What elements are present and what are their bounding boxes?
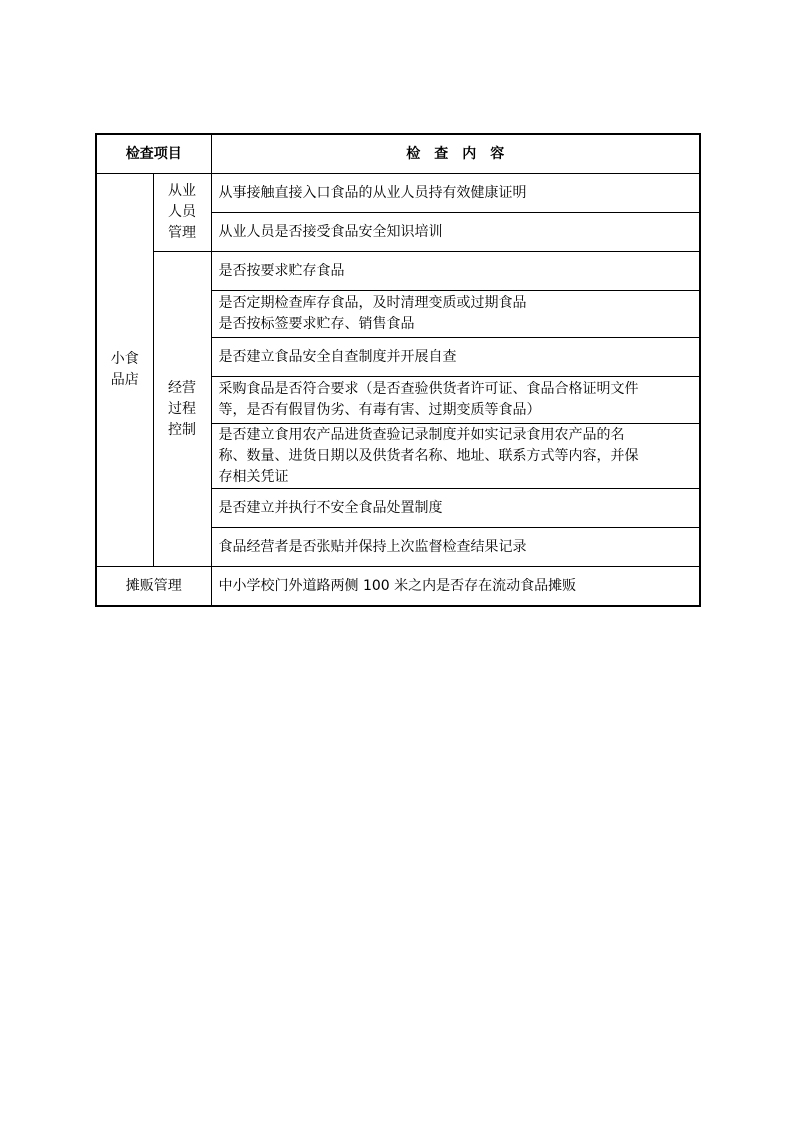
check-item: 是否按要求贮存食品 — [211, 252, 700, 291]
check-item: 采购食品是否符合要求（是否查验供货者许可证、食品合格证明文件 等，是否有假冒伪劣、有毒有害、过期变质等食品） — [211, 377, 700, 424]
check-item: 是否建立食用农产品进货查验记录制度并如实记录食用农产品的名 称、数量、进货日期以及供货者名称、地址、联系方式等内容，并保 存相关凭证 — [211, 424, 700, 489]
header-item-column: 检查项目 — [96, 134, 211, 174]
table-header-row — [96, 134, 700, 174]
check-item: 是否建立食品安全自查制度并开展自查 — [211, 338, 700, 377]
category-vendor-management: 摊贩管理 — [96, 567, 211, 607]
check-item: 是否建立并执行不安全食品处置制度 — [211, 489, 700, 528]
table-row — [96, 252, 700, 291]
table-row — [96, 174, 700, 213]
category-snack-store: 小食 品店 — [96, 174, 153, 567]
check-item: 从事接触直接入口食品的从业人员持有效健康证明 — [211, 174, 700, 213]
subcategory-process-control: 经营 过程 控制 — [153, 252, 211, 567]
check-item: 食品经营者是否张贴并保持上次监督检查结果记录 — [211, 528, 700, 567]
check-item: 中小学校门外道路两侧 100 米之内是否存在流动食品摊贩 — [211, 567, 700, 607]
inspection-table — [95, 133, 701, 607]
table-row — [96, 567, 700, 607]
check-item: 是否定期检查库存食品，及时清理变质或过期食品 是否按标签要求贮存、销售食品 — [211, 291, 700, 338]
subcategory-staff-management: 从业 人员 管理 — [153, 174, 211, 252]
header-content-column: 检查内容 — [211, 134, 700, 174]
check-item: 从业人员是否接受食品安全知识培训 — [211, 213, 700, 252]
